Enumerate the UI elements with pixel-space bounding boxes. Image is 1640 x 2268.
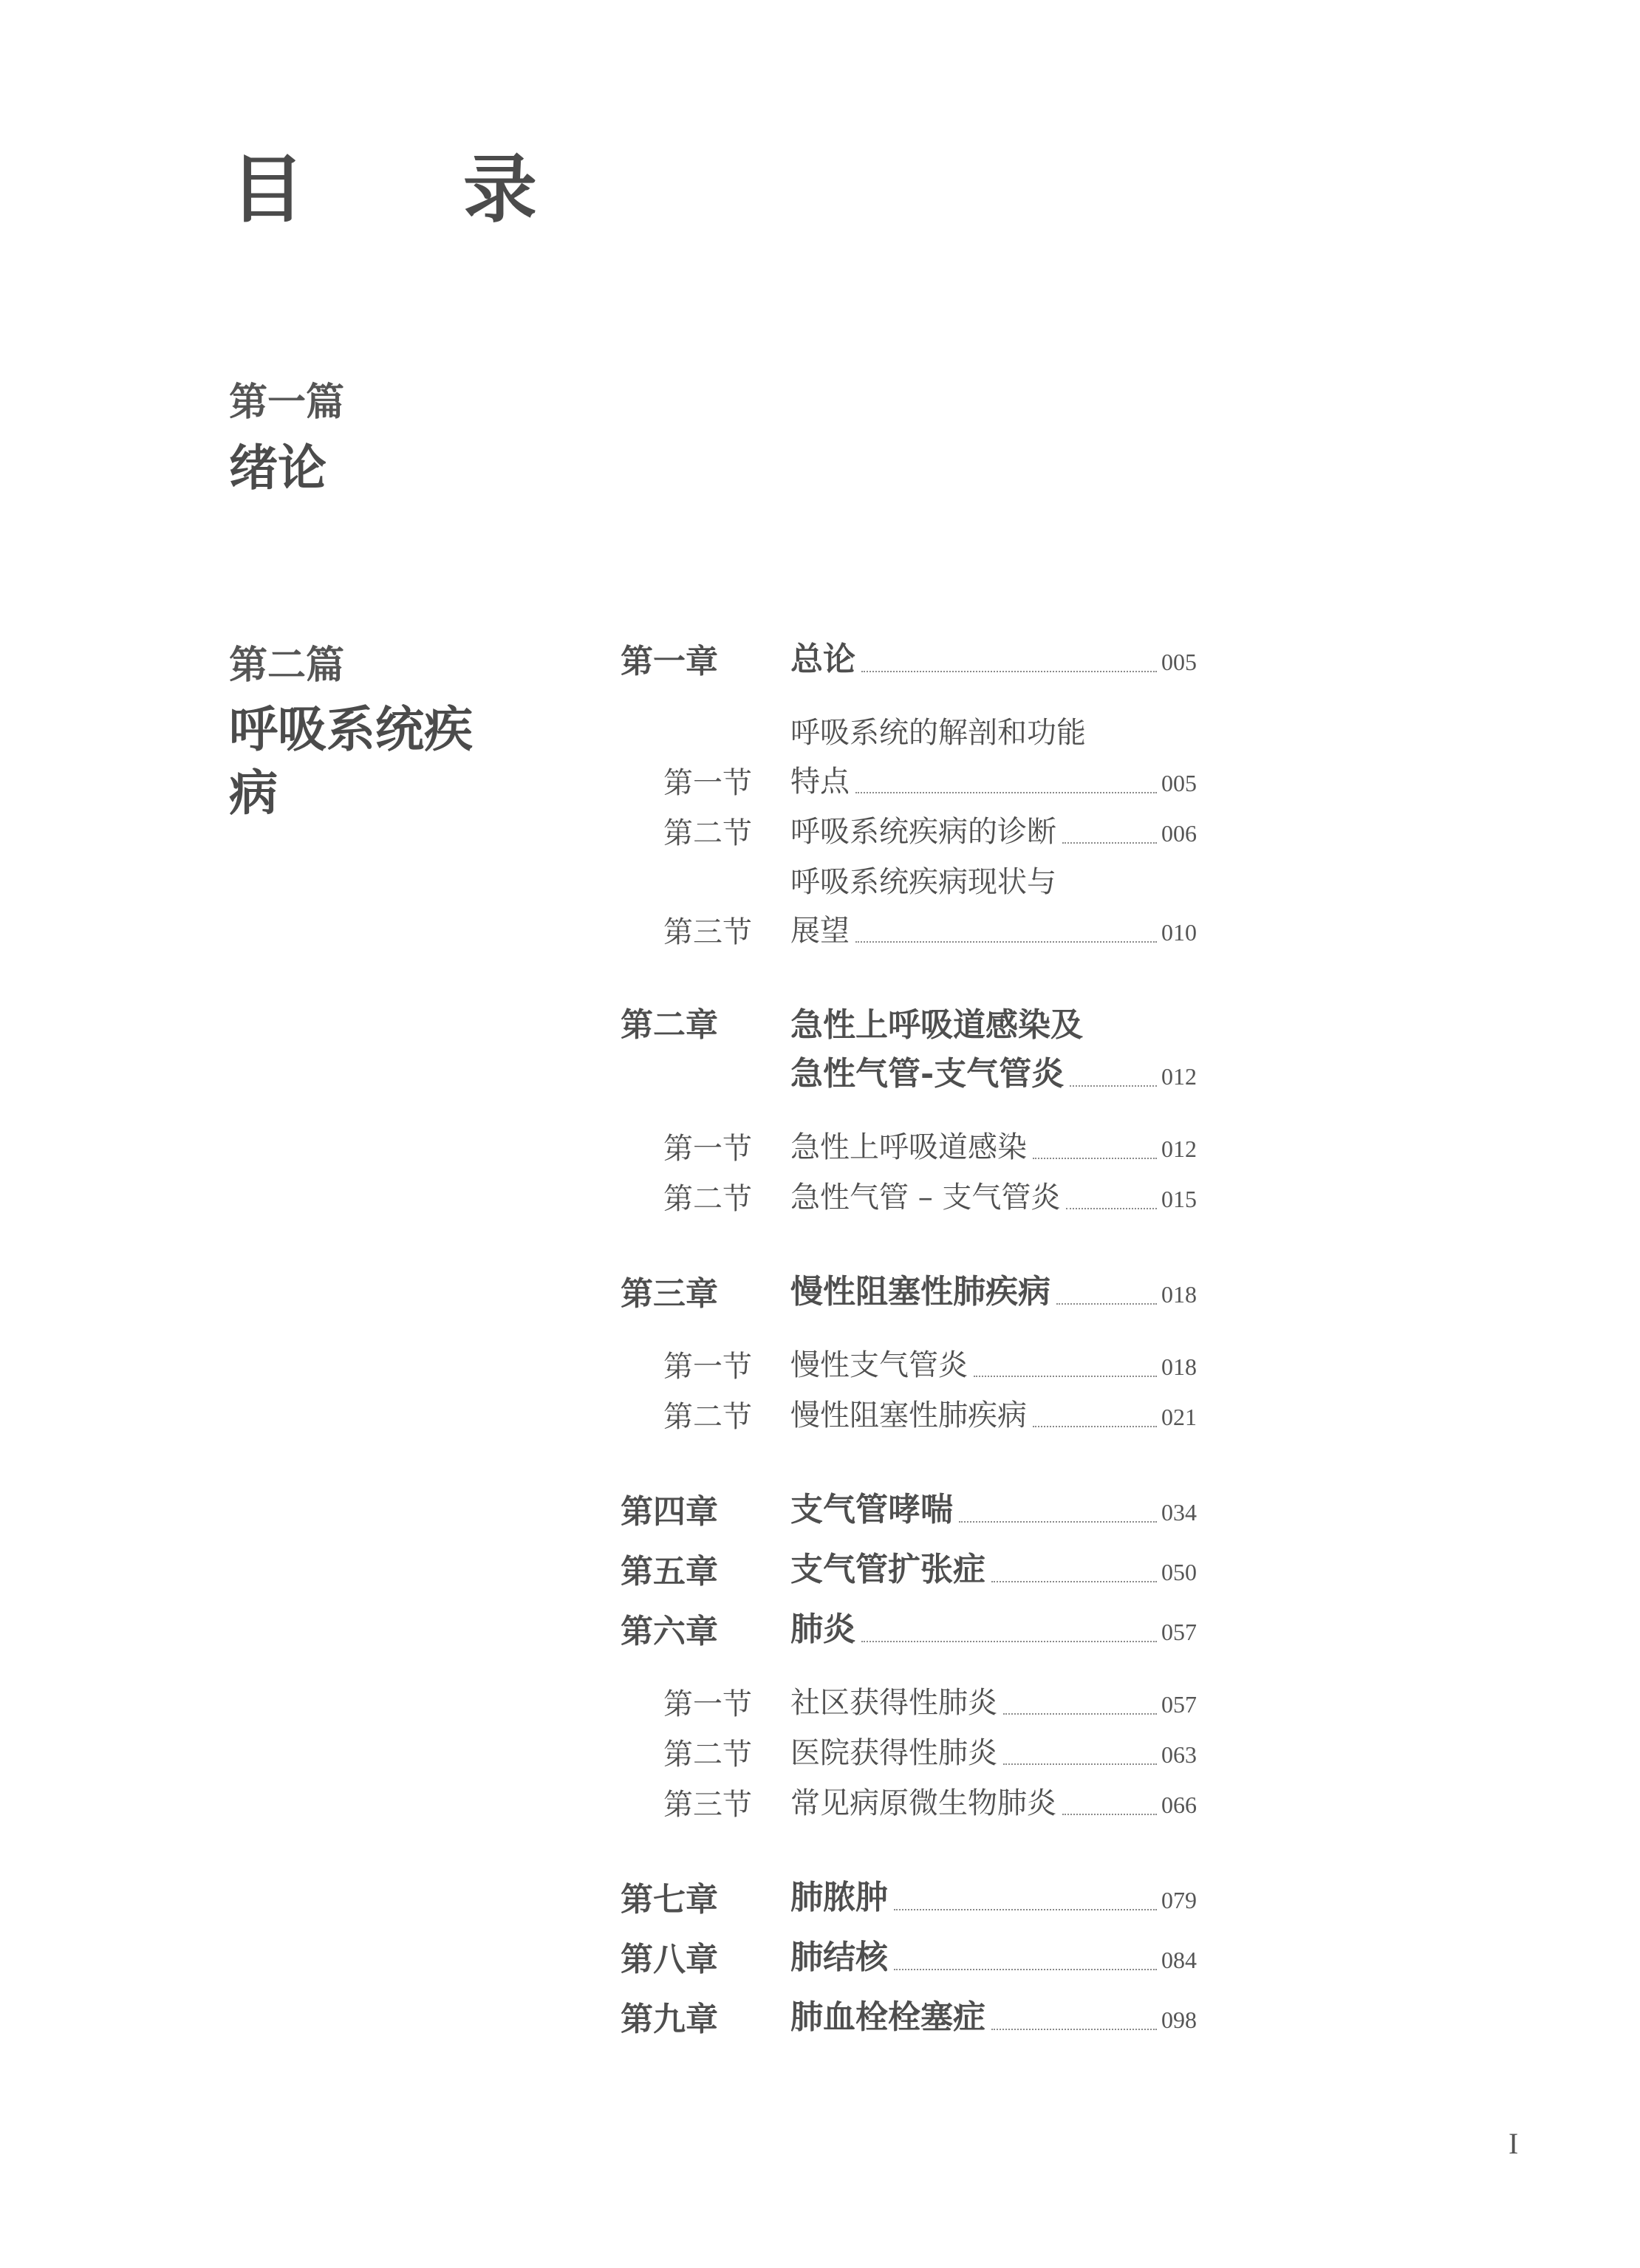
dot-leader bbox=[1033, 1426, 1157, 1427]
toc-section-1-3[interactable] bbox=[621, 858, 1197, 957]
dot-leader bbox=[894, 1909, 1157, 1910]
page-number: 021 bbox=[1161, 1404, 1197, 1430]
page-number: 066 bbox=[1161, 1791, 1197, 1818]
section-title-line-2: 展望 bbox=[790, 914, 850, 948]
section-number: 第二节 bbox=[663, 1738, 752, 1772]
page-number: 006 bbox=[1161, 820, 1197, 847]
section-title-line-1: 呼吸系统疾病现状与 bbox=[790, 865, 1056, 899]
chapter-number: 第三章 bbox=[621, 1275, 718, 1313]
dot-leader bbox=[1003, 1763, 1157, 1765]
toc-section-1-2[interactable] bbox=[621, 807, 1197, 858]
chapter-number: 第五章 bbox=[621, 1553, 718, 1591]
section-number: 第一节 bbox=[663, 766, 752, 800]
chapter-title-line-2: 急性气管-支气管炎 bbox=[790, 1055, 1065, 1093]
section-number: 第二节 bbox=[663, 1400, 752, 1434]
page-number: 079 bbox=[1161, 1887, 1197, 1913]
section-title: 慢性支气管炎 bbox=[790, 1348, 968, 1382]
section-title: 医院获得性肺炎 bbox=[790, 1736, 997, 1770]
section-title-line-2: 特点 bbox=[790, 765, 850, 799]
toc-chapter-4[interactable] bbox=[621, 1486, 1197, 1537]
toc-chapter-2[interactable] bbox=[621, 1001, 1197, 1101]
toc-section-6-2[interactable] bbox=[621, 1729, 1197, 1779]
page-number: 012 bbox=[1161, 1135, 1197, 1162]
part-one-label: 第一篇 bbox=[229, 380, 345, 425]
chapter-number: 第七章 bbox=[621, 1881, 718, 1919]
toc-section-3-1[interactable] bbox=[621, 1341, 1197, 1391]
dot-leader bbox=[861, 1641, 1157, 1642]
dot-leader bbox=[1056, 1303, 1157, 1305]
chapter-number: 第二章 bbox=[621, 1006, 718, 1044]
page-folio: I bbox=[1509, 2127, 1519, 2160]
toc-chapter-5[interactable] bbox=[621, 1545, 1197, 1596]
section-number: 第一节 bbox=[663, 1687, 752, 1721]
section-title: 急性上呼吸道感染 bbox=[790, 1130, 1027, 1164]
toc-section-2-2[interactable] bbox=[621, 1173, 1197, 1223]
dot-leader bbox=[855, 792, 1157, 793]
page-number: 018 bbox=[1161, 1353, 1197, 1380]
toc-chapter-3[interactable] bbox=[621, 1268, 1197, 1319]
page-number: 010 bbox=[1161, 919, 1197, 946]
section-title: 社区获得性肺炎 bbox=[790, 1686, 997, 1720]
section-number: 第一节 bbox=[663, 1132, 752, 1166]
toc-chapter-1[interactable] bbox=[621, 635, 1197, 686]
dot-leader bbox=[991, 2029, 1157, 2030]
table-of-contents bbox=[621, 635, 1197, 2044]
section-title: 呼吸系统疾病的诊断 bbox=[790, 815, 1056, 849]
page-number: 057 bbox=[1161, 1691, 1197, 1718]
page-number: 018 bbox=[1161, 1281, 1197, 1308]
part-one bbox=[229, 377, 495, 499]
dot-leader bbox=[861, 671, 1157, 672]
dot-leader bbox=[991, 1581, 1157, 1582]
section-title-line-1: 呼吸系统的解剖和功能 bbox=[790, 716, 1086, 750]
page-number: 005 bbox=[1161, 649, 1197, 675]
page-number: 012 bbox=[1161, 1063, 1197, 1090]
chapter-title: 肺结核 bbox=[790, 1939, 888, 1976]
page-number: 057 bbox=[1161, 1619, 1197, 1645]
section-number: 第三节 bbox=[663, 915, 752, 949]
dot-leader bbox=[1062, 1814, 1157, 1815]
part-two-title: 呼吸系统疾病 bbox=[229, 700, 473, 822]
dot-leader bbox=[1062, 842, 1157, 844]
toc-section-6-1[interactable] bbox=[621, 1678, 1197, 1729]
toc-section-2-1[interactable] bbox=[621, 1123, 1197, 1173]
chapter-title-line-1: 急性上呼吸道感染及 bbox=[790, 1006, 1083, 1044]
dot-leader bbox=[1033, 1158, 1157, 1159]
toc-section-1-1[interactable] bbox=[621, 708, 1197, 807]
page-number: 034 bbox=[1161, 1499, 1197, 1526]
chapter-title: 支气管扩张症 bbox=[790, 1551, 985, 1588]
section-number: 第二节 bbox=[663, 816, 752, 850]
page-number: 063 bbox=[1161, 1741, 1197, 1768]
toc-chapter-9[interactable] bbox=[621, 1993, 1197, 2044]
toc-chapter-7[interactable] bbox=[621, 1874, 1197, 1924]
chapter-number: 第四章 bbox=[621, 1493, 718, 1531]
section-number: 第一节 bbox=[663, 1350, 752, 1384]
section-title: 慢性阻塞性肺疾病 bbox=[790, 1398, 1027, 1432]
dot-leader bbox=[974, 1376, 1157, 1377]
chapter-number: 第八章 bbox=[621, 1941, 718, 1978]
chapter-title: 支气管哮喘 bbox=[790, 1491, 953, 1528]
section-number: 第三节 bbox=[663, 1788, 752, 1822]
dot-leader bbox=[1003, 1713, 1157, 1715]
toc-section-3-2[interactable] bbox=[621, 1391, 1197, 1441]
page-title: 目 录 bbox=[230, 146, 604, 233]
dot-leader bbox=[855, 941, 1157, 943]
chapter-title: 肺脓肿 bbox=[790, 1879, 888, 1916]
page-number: 098 bbox=[1161, 2006, 1197, 2033]
part-two-label: 第二篇 bbox=[229, 643, 345, 688]
section-title: 常见病原微生物肺炎 bbox=[790, 1786, 1056, 1820]
dot-leader bbox=[1070, 1085, 1157, 1087]
chapter-title: 肺炎 bbox=[790, 1611, 855, 1648]
page-number: 050 bbox=[1161, 1559, 1197, 1585]
chapter-title: 慢性阻塞性肺疾病 bbox=[790, 1273, 1050, 1311]
page-number: 084 bbox=[1161, 1947, 1197, 1973]
part-two bbox=[229, 640, 495, 824]
part-one-title: 绪论 bbox=[229, 439, 327, 496]
chapter-number: 第六章 bbox=[621, 1613, 718, 1650]
chapter-title: 总论 bbox=[790, 641, 855, 678]
dot-leader bbox=[1066, 1208, 1157, 1209]
toc-chapter-6[interactable] bbox=[621, 1605, 1197, 1656]
page-number: 005 bbox=[1161, 770, 1197, 796]
chapter-number: 第九章 bbox=[621, 2001, 718, 2038]
chapter-title: 肺血栓栓塞症 bbox=[790, 1998, 985, 2036]
page-number: 015 bbox=[1161, 1186, 1197, 1212]
toc-chapter-8[interactable] bbox=[621, 1933, 1197, 1984]
section-title: 急性气管 – 支气管炎 bbox=[790, 1181, 1061, 1215]
chapter-number: 第一章 bbox=[621, 643, 718, 680]
dot-leader bbox=[894, 1969, 1157, 1970]
dot-leader bbox=[959, 1521, 1157, 1523]
section-number: 第二节 bbox=[663, 1182, 752, 1216]
toc-section-6-3[interactable] bbox=[621, 1779, 1197, 1829]
